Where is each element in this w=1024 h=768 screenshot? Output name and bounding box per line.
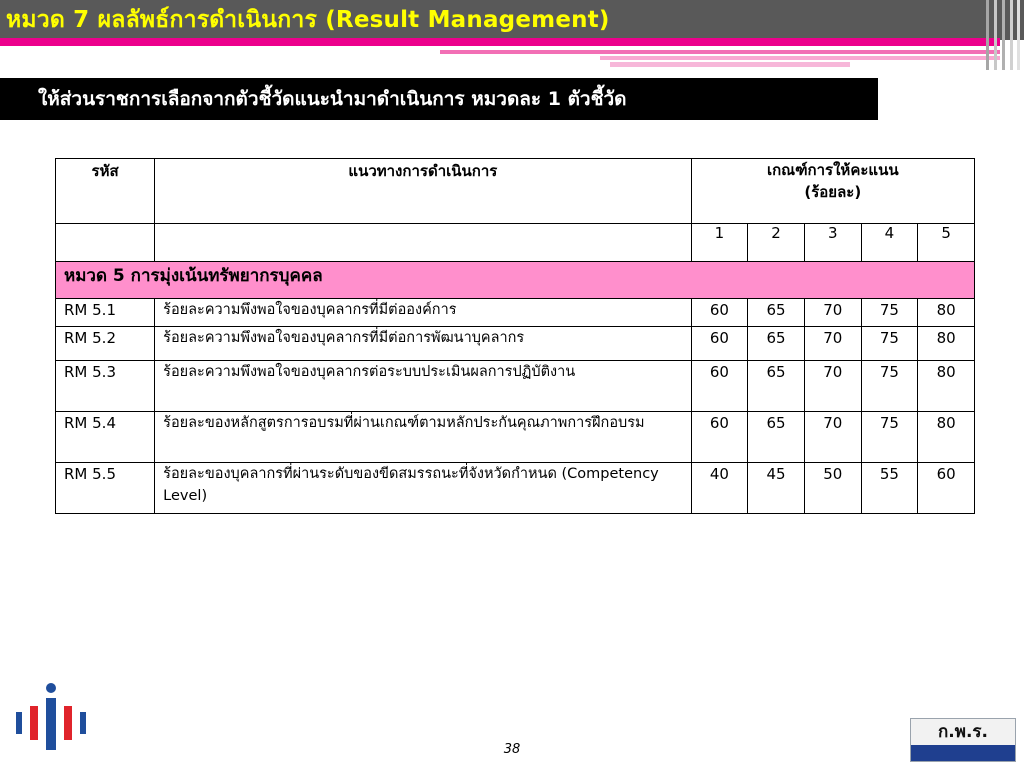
score-level: 4: [861, 224, 918, 262]
row-score: 60: [691, 412, 748, 463]
row-score: 60: [691, 327, 748, 361]
score-level: 2: [748, 224, 805, 262]
row-score: 50: [804, 463, 861, 514]
row-code: RM 5.5: [56, 463, 155, 514]
row-score: 70: [804, 299, 861, 327]
row-code: RM 5.3: [56, 361, 155, 412]
row-score: 75: [861, 299, 918, 327]
row-score: 65: [748, 299, 805, 327]
empty-cell: [56, 224, 155, 262]
empty-cell: [155, 224, 691, 262]
table-row: [56, 299, 975, 327]
header-code: รหัส: [56, 159, 155, 224]
row-code: RM 5.2: [56, 327, 155, 361]
org-logo-icon: [6, 680, 96, 760]
row-description: ร้อยละของบุคลากรที่ผ่านระดับของขีดสมรรถนะที่จังหวัดกำหนด (Competency Level): [155, 463, 691, 514]
row-score: 65: [748, 412, 805, 463]
row-score: 80: [918, 327, 975, 361]
table-row: [56, 327, 975, 361]
opdc-logo: [910, 718, 1016, 762]
row-score: 55: [861, 463, 918, 514]
row-description: ร้อยละความพึงพอใจของบุคลากรต่อระบบประเมินผลการปฏิบัติงาน: [155, 361, 691, 412]
decorative-stripe: [600, 56, 1000, 60]
table-row: [56, 463, 975, 514]
section-row: [56, 262, 975, 299]
row-code: RM 5.1: [56, 299, 155, 327]
header-criteria: [691, 159, 974, 224]
opdc-logo-text: ก.พ.ร.: [937, 722, 988, 742]
row-score: 60: [691, 299, 748, 327]
row-score: 75: [861, 412, 918, 463]
section-title: หมวด 5 การมุ่งเน้นทรัพยากรบุคคล: [56, 262, 975, 299]
table-header-row: [56, 159, 975, 224]
opdc-logo-bar: [911, 745, 1015, 761]
header-approach: แนวทางการดำเนินการ: [155, 159, 691, 224]
row-score: 65: [748, 327, 805, 361]
row-description: ร้อยละความพึงพอใจของบุคลากรที่มีต่อการพัฒนาบุคลากร: [155, 327, 691, 361]
row-score: 65: [748, 361, 805, 412]
indicator-table: [55, 158, 975, 514]
row-score: 80: [918, 412, 975, 463]
row-score: 80: [918, 361, 975, 412]
table-row: [56, 412, 975, 463]
decorative-vertical-bars: [984, 0, 1024, 70]
score-level: 3: [804, 224, 861, 262]
row-score: 70: [804, 327, 861, 361]
slide-title: หมวด 7 ผลลัพธ์การดำเนินการ (Result Management): [6, 7, 610, 33]
row-description: ร้อยละของหลักสูตรการอบรมที่ผ่านเกณฑ์ตามหลักประกันคุณภาพการฝึกอบรม: [155, 412, 691, 463]
row-score: 80: [918, 299, 975, 327]
subtitle-bar: ให้ส่วนราชการเลือกจากตัวชี้วัดแนะนำมาดำเนินการ หมวดละ 1 ตัวชี้วัด: [0, 78, 878, 120]
decorative-stripe: [440, 50, 1000, 54]
table-row: [56, 361, 975, 412]
row-score: 45: [748, 463, 805, 514]
header-criteria-line1: เกณฑ์การให้คะแนน: [766, 161, 899, 179]
row-score: 60: [691, 361, 748, 412]
row-description: ร้อยละความพึงพอใจของบุคลากรที่มีต่อองค์การ: [155, 299, 691, 327]
decorative-stripe: [0, 46, 1000, 48]
row-score: 75: [861, 361, 918, 412]
decorative-stripe: [610, 62, 850, 67]
row-score: 40: [691, 463, 748, 514]
score-level: 5: [918, 224, 975, 262]
row-score: 70: [804, 412, 861, 463]
score-level: 1: [691, 224, 748, 262]
row-score: 70: [804, 361, 861, 412]
row-code: RM 5.4: [56, 412, 155, 463]
row-score: 60: [918, 463, 975, 514]
row-score: 75: [861, 327, 918, 361]
header-criteria-line2: (ร้อยละ): [804, 183, 862, 201]
decorative-stripe: [0, 38, 1000, 46]
page-number: 38: [503, 742, 521, 757]
score-level-row: [56, 224, 975, 262]
